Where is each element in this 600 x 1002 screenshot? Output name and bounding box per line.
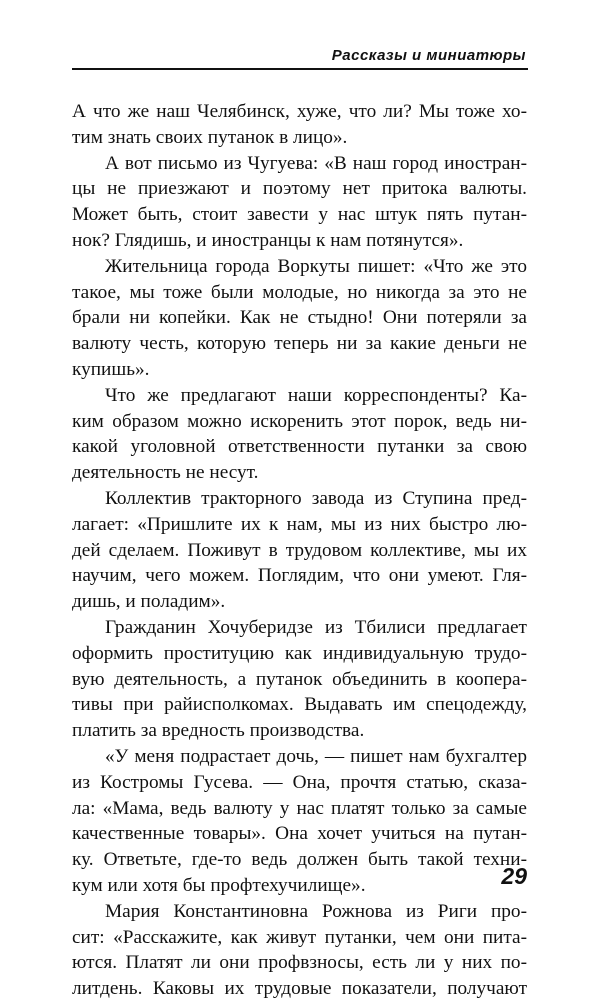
text-line: оформить проституцию как индивидуальную трудо- xyxy=(72,642,527,664)
text-line: Гражданин Хочуберидзе из Тбилиси предлагает xyxy=(105,616,527,638)
text-line: «У меня подрастает дочь, — пишет нам бухгалтер xyxy=(105,745,527,767)
text-line: ла: «Мама, ведь валюту у нас платят только за самые xyxy=(72,797,527,819)
text-line: ку. Ответьте, где-то ведь должен быть такой техни- xyxy=(72,849,527,871)
text-line: какой уголовной ответственности путанки за свою xyxy=(72,436,527,458)
text-line: такое, мы тоже были молодые, но никогда за это не xyxy=(72,281,527,303)
text-line: тивы при райисполкомах. Выдавать им спецодежду, xyxy=(72,694,527,716)
text-line: брали ни копейки. Как не стыдно! Они потеряли за xyxy=(72,307,527,329)
text-line: А что же наш Челябинск, хуже, что ли? Мы тоже хо- xyxy=(72,101,527,122)
text-line: качественные товары». Она хочет учиться на путан- xyxy=(72,823,527,845)
text-line: нок? Глядишь, и иностранцы к нам потянутся». xyxy=(72,229,464,251)
text-line: литдень. Каковы их трудовые показатели, получают xyxy=(72,978,527,1000)
running-header xyxy=(72,46,528,70)
text-line: тим знать своих путанок в лицо». xyxy=(72,126,348,148)
text-line: из Костромы Гусева. — Она, прочтя статью, сказа- xyxy=(72,771,527,793)
text-line: ким образом можно искоренить этот порок, ведь ни- xyxy=(72,410,527,432)
text-line: кум или хотя бы профтехучилище». xyxy=(72,874,366,896)
text-line: купишь». xyxy=(72,358,150,380)
text-line: цы не приезжают и поэтому нет притока валюты. xyxy=(72,178,527,200)
text-line: Жительница города Воркуты пишет: «Что же это xyxy=(105,255,527,277)
text-line: А вот письмо из Чугуева: «В наш город иностран- xyxy=(105,152,527,174)
text-line: лагает: «Пришлите их к нам, мы из них быстро лю- xyxy=(72,513,527,535)
text-line: Может быть, стоит завести у нас штук пять путан- xyxy=(72,204,527,226)
body-text xyxy=(72,99,527,1002)
text-line: сит: «Расскажите, как живут путанки, чем они пита- xyxy=(72,926,527,948)
text-line: Мария Константиновна Рожнова из Риги про- xyxy=(105,900,527,922)
running-title: Рассказы и миниатюры xyxy=(331,47,526,64)
page-number: 29 xyxy=(501,863,527,889)
text-line: Коллектив тракторного завода из Ступина пред- xyxy=(105,487,527,509)
text-line: дишь, и поладим». xyxy=(72,591,226,613)
text-line: дей сделаем. Поживут в трудовом коллективе, мы их xyxy=(72,539,527,561)
text-line: платить за вредность производства. xyxy=(72,720,365,742)
text-line: вую деятельность, а путанок объединить в коопера- xyxy=(72,668,527,690)
text-line: научим, чего можем. Поглядим, что они умеют. Гля- xyxy=(72,565,527,587)
text-line: валюту честь, которую теперь ни за какие деньги не xyxy=(72,333,527,355)
text-line: ются. Платят ли они профвзносы, есть ли у них по- xyxy=(72,952,527,974)
text-line: Что же предлагают наши корреспонденты? Ка- xyxy=(105,384,527,406)
text-line: деятельность не несут. xyxy=(72,462,259,484)
